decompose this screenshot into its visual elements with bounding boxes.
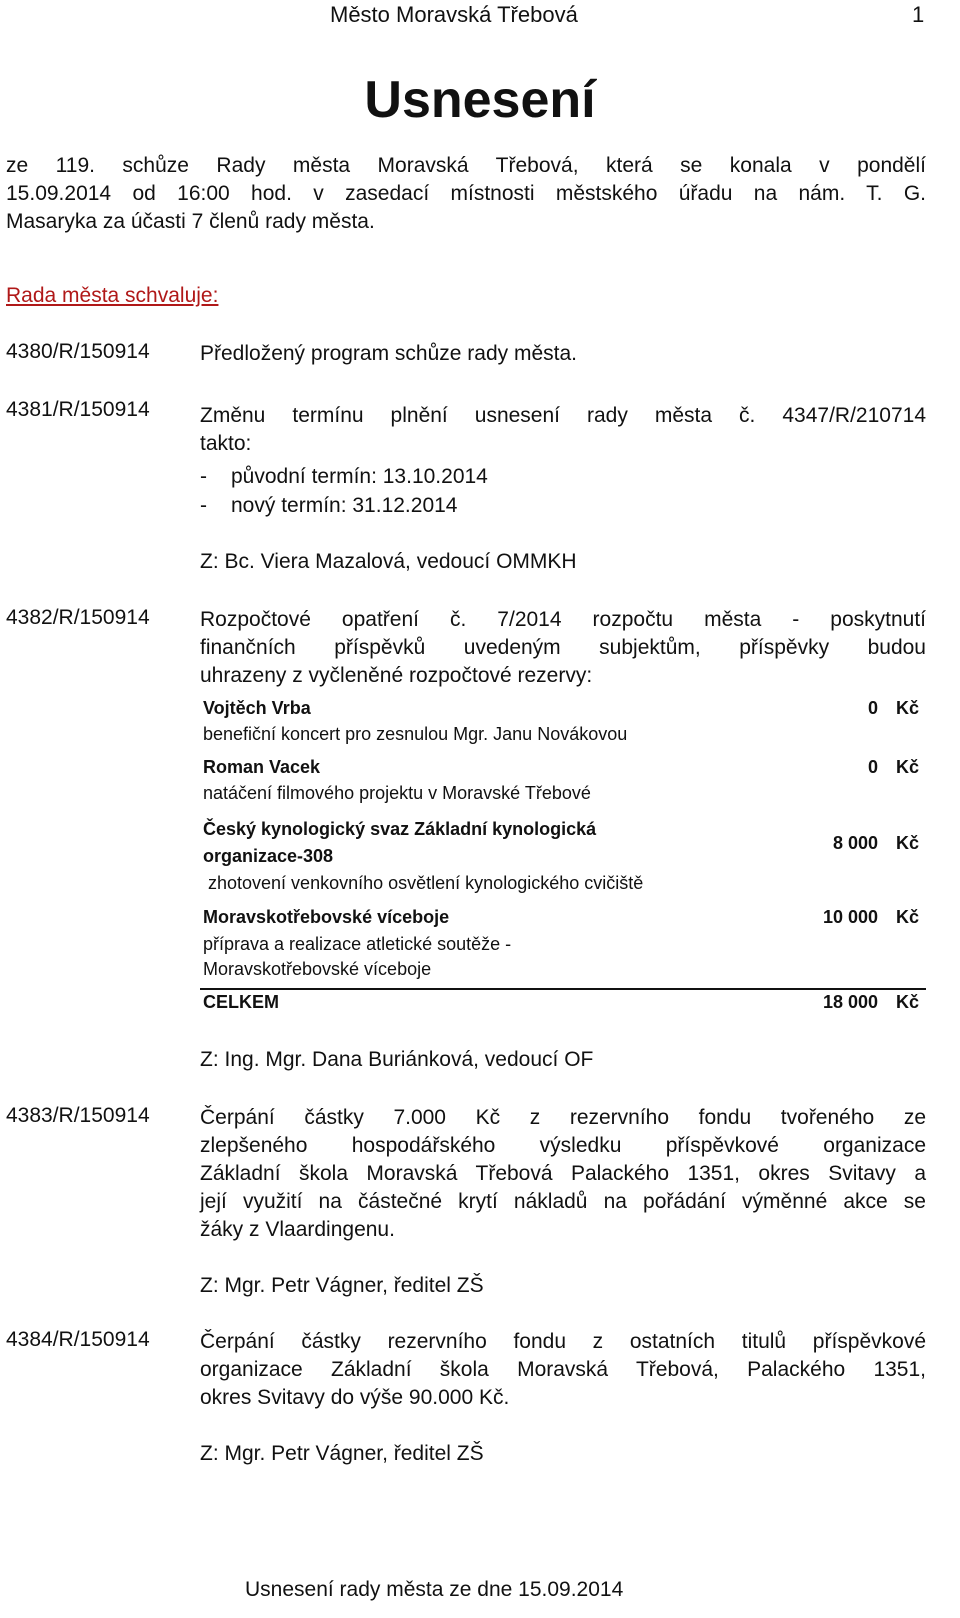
total-amount: 18 000 bbox=[822, 992, 878, 1012]
resolution-text-line: Změnu termínu plnění usnesení rady města č. 4347/R/210714 bbox=[200, 404, 926, 427]
bullet-text: nový termín: 31.12.2014 bbox=[231, 494, 458, 517]
dash-marker: - bbox=[200, 465, 207, 488]
resolution-text-line: Čerpání částky rezervního fondu z ostatních titulů příspěvkové bbox=[200, 1330, 926, 1353]
resolution-text-line: Rozpočtové opatření č. 7/2014 rozpočtu města - poskytnutí bbox=[200, 608, 926, 631]
total-divider bbox=[200, 988, 926, 990]
responsible-person: Z: Bc. Viera Mazalová, vedoucí OMMKH bbox=[200, 550, 577, 573]
grant-amount: 8 000 bbox=[832, 833, 878, 853]
grant-purpose: natáčení filmového projektu v Moravské Třebové bbox=[203, 783, 591, 803]
total-currency: Kč bbox=[896, 992, 920, 1012]
page-number: 1 bbox=[912, 2, 925, 27]
resolution-text-line: žáky z Vlaardingenu. bbox=[200, 1218, 395, 1241]
intro-line-2: 15.09.2014 od 16:00 hod. v zasedací místnosti městského úřadu na nám. T. G. bbox=[6, 182, 926, 205]
total-label: CELKEM bbox=[203, 992, 279, 1012]
resolution-text-line: zlepšeného hospodářského výsledku příspěvkové organizace bbox=[200, 1134, 926, 1157]
header-org: Město Moravská Třebová bbox=[330, 2, 578, 27]
intro-line-1: ze 119. schůze Rady města Moravská Třebová, která se konala v pondělí bbox=[6, 154, 926, 177]
grant-currency: Kč bbox=[896, 757, 920, 777]
resolution-number: 4380/R/150914 bbox=[6, 340, 150, 363]
grant-amount: 10 000 bbox=[822, 907, 878, 927]
grant-purpose: příprava a realizace atletické soutěže - bbox=[203, 934, 512, 954]
section-heading: Rada města schvaluje: bbox=[6, 284, 219, 307]
intro-line-3: Masaryka za účasti 7 členů rady města. bbox=[6, 210, 375, 233]
document-title: Usnesení bbox=[364, 71, 596, 129]
resolution-text-line: její využití na částečné krytí nákladů na pořádání výměnné akce se bbox=[200, 1190, 926, 1213]
grant-purpose: zhotovení venkovního osvětlení kynologického cvičiště bbox=[208, 873, 644, 893]
grant-amount: 0 bbox=[867, 757, 878, 777]
resolution-text-line: okres Svitavy do výše 90.000 Kč. bbox=[200, 1386, 510, 1409]
resolution-text-line: organizace Základní škola Moravská Třebová, Palackého 1351, bbox=[200, 1358, 926, 1381]
resolution-number: 4382/R/150914 bbox=[6, 606, 150, 629]
grant-recipient: organizace-308 bbox=[203, 846, 334, 866]
grant-currency: Kč bbox=[896, 907, 920, 927]
grant-recipient: Roman Vacek bbox=[203, 757, 321, 777]
grant-recipient: Český kynologický svaz Základní kynologická bbox=[203, 819, 597, 839]
bullet-item bbox=[200, 492, 952, 520]
grant-recipient: Vojtěch Vrba bbox=[203, 698, 311, 718]
resolution-number: 4381/R/150914 bbox=[6, 398, 150, 421]
resolution-text: Předložený program schůze rady města. bbox=[200, 342, 578, 365]
resolution-text-line: Čerpání částky 7.000 Kč z rezervního fondu tvořeného ze bbox=[200, 1106, 926, 1129]
grant-currency: Kč bbox=[896, 833, 920, 853]
resolution-text-line: uhrazeny z vyčleněné rozpočtové rezervy: bbox=[200, 664, 593, 687]
dash-marker: - bbox=[200, 494, 207, 517]
grant-amount: 0 bbox=[867, 698, 878, 718]
grant-purpose: benefiční koncert pro zesnulou Mgr. Janu Novákovou bbox=[203, 724, 628, 744]
page-footer: Usnesení rady města ze dne 15.09.2014 bbox=[245, 1578, 624, 1601]
responsible-person: Z: Mgr. Petr Vágner, ředitel ZŠ bbox=[200, 1274, 484, 1297]
grant-purpose: Moravskotřebovské víceboje bbox=[203, 959, 432, 979]
responsible-person: Z: Mgr. Petr Vágner, ředitel ZŠ bbox=[200, 1442, 484, 1465]
resolution-text-line: finančních příspěvků uvedeným subjektům, příspěvky budou bbox=[200, 636, 926, 659]
grant-recipient: Moravskotřebovské víceboje bbox=[203, 907, 450, 927]
responsible-person: Z: Ing. Mgr. Dana Buriánková, vedoucí OF bbox=[200, 1048, 594, 1071]
resolution-text-line: Základní škola Moravská Třebová Palackého 1351, okres Svitavy a bbox=[200, 1162, 926, 1185]
grant-currency: Kč bbox=[896, 698, 920, 718]
bullet-text: původní termín: 13.10.2014 bbox=[231, 465, 488, 488]
resolution-number: 4383/R/150914 bbox=[6, 1104, 150, 1127]
resolution-text-line: takto: bbox=[200, 432, 252, 455]
bullet-item bbox=[200, 463, 952, 491]
resolution-number: 4384/R/150914 bbox=[6, 1328, 150, 1351]
